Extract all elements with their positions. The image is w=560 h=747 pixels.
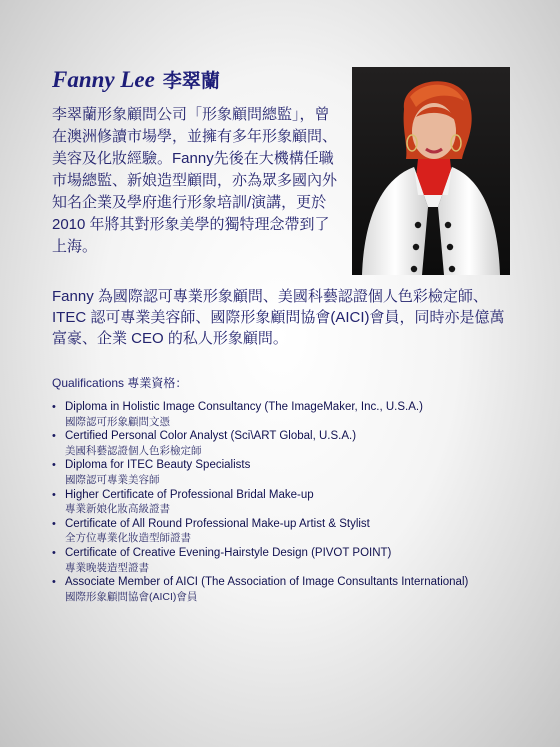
list-item xyxy=(52,458,532,487)
credentials-paragraph: Fanny 為國際認可專業形象顧問、美國科藝認證個人色彩檢定師、ITEC 認可專業美容師、國際形象顧問協會(AICI)會員，同時亦是億萬富豪、企業 CEO 的私人形象顧問。 xyxy=(52,288,505,347)
list-item xyxy=(52,429,532,458)
name-chinese: 李翠蘭 xyxy=(162,70,220,92)
qualification-chinese: 專業新娘化妝高級證書 xyxy=(65,503,170,516)
intro-paragraph: 李翠蘭形象顧問公司「形象顧問總監」，曾在澳洲修讀市場學，並擁有多年形象顧問、美容及化妝經驗。Fanny先後在大機構任職市場總監、新娘造型顧問，亦為眾多國內外知名企業及學府進行形象培訓/演講，更於 2010 年將其對形象美學的獨特理念帶到了上海。 xyxy=(52,106,338,255)
qualification-english: Higher Certificate of Professional Bridal Make-up xyxy=(65,488,314,501)
name-english: Fanny Lee xyxy=(52,67,155,92)
qualification-chinese: 國際形象顧問協會(AICI)會員 xyxy=(65,590,198,603)
qualifications-heading: Qualifications 專業資格： xyxy=(52,376,188,390)
list-item xyxy=(52,517,532,546)
qualification-chinese: 專業晚裝造型證書 xyxy=(65,561,149,574)
bullet-icon: • xyxy=(52,517,56,530)
qualification-chinese: 全方位專業化妝造型師證書 xyxy=(65,532,191,545)
list-item xyxy=(52,546,532,575)
page-title xyxy=(52,66,220,93)
list-item xyxy=(52,400,532,429)
qualification-english: Diploma for ITEC Beauty Specialists xyxy=(65,459,251,472)
bullet-icon: • xyxy=(52,401,56,413)
bullet-icon: • xyxy=(52,488,56,501)
bullet-icon: • xyxy=(52,546,56,559)
qualification-chinese: 美國科藝認證個人色彩檢定師 xyxy=(65,444,202,457)
list-item xyxy=(52,488,532,517)
qualification-chinese: 國際認可形象顧問文憑 xyxy=(65,415,170,428)
qualification-chinese: 國際認可專業美容師 xyxy=(65,473,160,486)
qualification-english: Diploma in Holistic Image Consultancy (The ImageMaker, Inc., U.S.A.) xyxy=(65,401,423,413)
bullet-icon: • xyxy=(52,576,56,589)
portrait-photo xyxy=(352,67,510,275)
qualification-english: Certificate of All Round Professional Make-up Artist & Stylist xyxy=(65,517,370,530)
bullet-icon: • xyxy=(52,459,56,472)
qualification-english: Certified Personal Color Analyst (Sci\ART Global, U.S.A.) xyxy=(65,430,357,443)
qualification-english: Certificate of Creative Evening-Hairstyle Design (PIVOT POINT) xyxy=(65,546,392,559)
qualification-english: Associate Member of AICI (The Association of Image Consultants International) xyxy=(65,576,469,589)
bullet-icon: • xyxy=(52,430,56,443)
qualifications-list xyxy=(52,400,532,604)
list-item xyxy=(52,575,532,604)
